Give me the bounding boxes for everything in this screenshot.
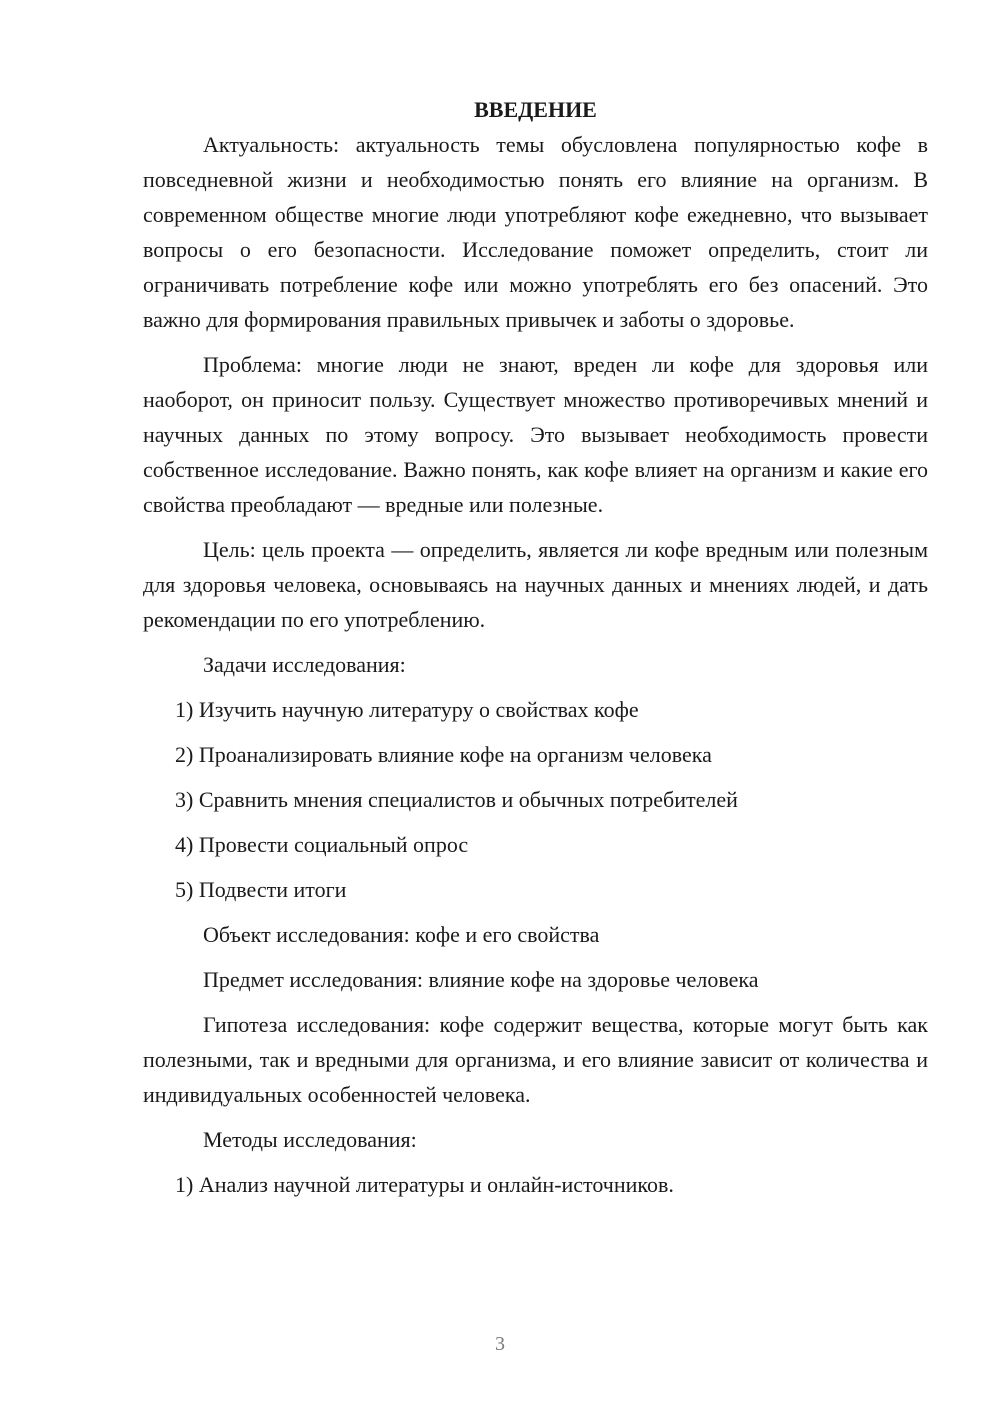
paragraph-hypothesis: Гипотеза исследования: кофе содержит вещества, которые могут быть как полезными, так и вредными для организма, и его влияние зависит от количества и индивидуальных особенностей человека. bbox=[143, 1012, 928, 1107]
tasks-list bbox=[143, 692, 928, 907]
list-item: 2) Проанализировать влияние кофе на организм человека bbox=[175, 742, 712, 767]
research-subject: Предмет исследования: влияние кофе на здоровье человека bbox=[203, 967, 759, 992]
research-object: Объект исследования: кофе и его свойства bbox=[203, 922, 600, 947]
methods-list bbox=[143, 1167, 928, 1202]
list-item: 3) Сравнить мнения специалистов и обычных потребителей bbox=[175, 787, 738, 812]
page-number: 3 bbox=[495, 1333, 505, 1355]
list-item: 1) Анализ научной литературы и онлайн-источников. bbox=[175, 1172, 674, 1197]
list-item: 1) Изучить научную литературу о свойствах кофе bbox=[175, 697, 639, 722]
list-item: 5) Подвести итоги bbox=[175, 877, 347, 902]
paragraph-problem: Проблема: многие люди не знают, вреден ли кофе для здоровья или наоборот, он приносит пользу. Существует множество противоречивых мнений и научных данных по этому вопросу. Это вызывает необходимость провести собственное исследование. Важно понять, как кофе влияет на организм и какие его свойства преобладают — вредные или полезные. bbox=[143, 352, 928, 517]
list-item: 4) Провести социальный опрос bbox=[175, 832, 469, 857]
document-page bbox=[143, 92, 928, 1202]
tasks-heading: Задачи исследования: bbox=[203, 652, 406, 677]
page-title: ВВЕДЕНИЕ bbox=[474, 97, 597, 122]
paragraph-relevance: Актуальность: актуальность темы обусловлена популярностью кофе в повседневной жизни и необходимостью понять его влияние на организм. В современном обществе многие люди употребляют кофе ежедневно, что вызывает вопросы о его безопасности. Исследование поможет определить, стоит ли ограничивать потребление кофе или можно употреблять его без опасений. Это важно для формирования правильных привычек и заботы о здоровье. bbox=[143, 132, 928, 332]
paragraph-goal: Цель: цель проекта — определить, является ли кофе вредным или полезным для здоровья человека, основываясь на научных данных и мнениях людей, и дать рекомендации по его употреблению. bbox=[143, 537, 928, 632]
methods-heading: Методы исследования: bbox=[203, 1127, 417, 1152]
